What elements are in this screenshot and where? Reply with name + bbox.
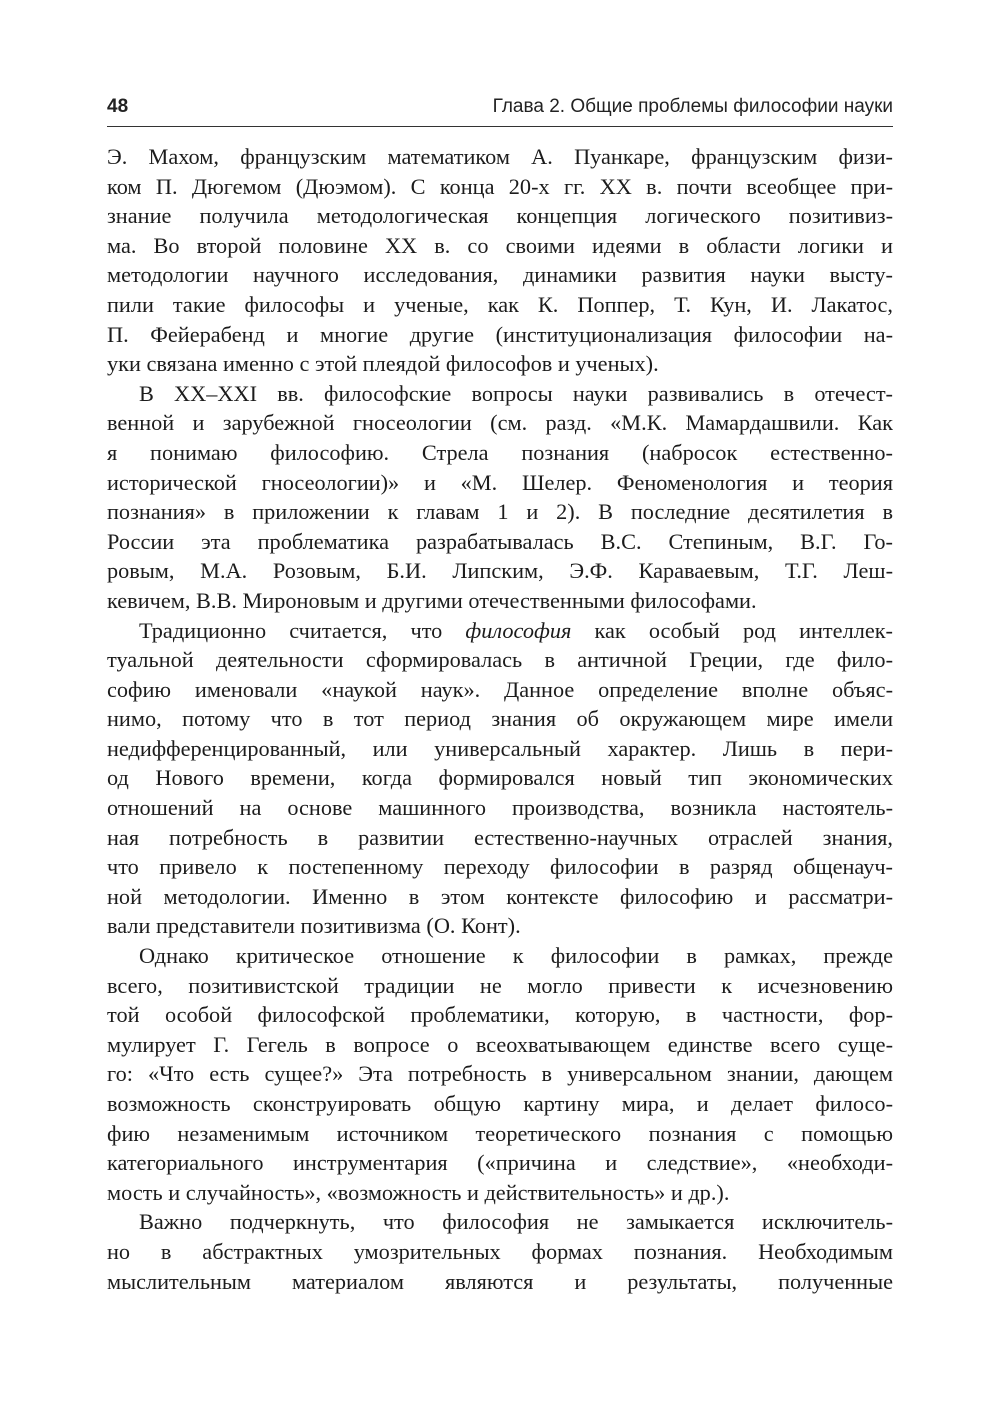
text-line: Однако критическое отношение к философии в рамках, прежде (139, 943, 893, 969)
text-line: Э. Махом, французским математиком А. Пуанкаре, французским физи- (107, 144, 893, 169)
text-fragment: Традиционно считается, что (139, 617, 466, 643)
text-line: но в абстрактных умозрительных формах познания. Необходимым (107, 1238, 893, 1264)
text-line: нимо, потому что в тот период знания об окружающем мире имели (107, 706, 893, 732)
text-line: вали представители позитивизма (О. Конт). (107, 913, 521, 939)
text-line: венной и зарубежной гносеологии (см. разд. «М.К. Мамардашвили. Как (107, 410, 893, 436)
text-line (107, 616, 893, 646)
running-header (107, 92, 893, 127)
text-line: недифференцированный, или универсальный характер. Лишь в пери- (107, 735, 893, 761)
emphasized-term: философия (465, 617, 572, 643)
text-line: мыслительным материалом являются и результаты, полученные (107, 1268, 893, 1294)
text-line: пили такие философы и ученые, как К. Поппер, Т. Кун, И. Лакатос, (107, 291, 893, 317)
text-line: П. Фейерабенд и многие другие (институционализация философии на- (107, 321, 893, 347)
text-line: го: «Что есть сущее?» Эта потребность в универсальном знании, дающем (107, 1061, 893, 1087)
text-line: России эта проблематика разрабатывалась В.С. Степиным, В.Г. Го- (107, 528, 893, 554)
text-line: уки связана именно с этой плеядой философов и ученых). (107, 351, 659, 377)
text-line: я понимаю философию. Стрела познания (набросок естественно- (107, 439, 893, 465)
text-fragment: как особый род интеллек- (571, 617, 893, 643)
text-line: софию именовали «наукой наук». Данное определение вполне объяс- (107, 676, 893, 702)
text-line: мость и случайность», «возможность и действительность» и др.). (107, 1179, 730, 1205)
text-line: ком П. Дюгемом (Дюэмом). С конца 20-х гг. XX в. почти всеобщее при- (107, 173, 893, 199)
paragraph-4 (107, 941, 893, 1207)
text-line: туальной деятельности сформировалась в античной Греции, где фило- (107, 647, 893, 673)
text-line: ма. Во второй половине XX в. со своими идеями в области логики и (107, 232, 893, 258)
text-line: В XX–XXI вв. философские вопросы науки развивались в отечест- (139, 380, 893, 406)
text-line: од Нового времени, когда формировался новый тип экономических (107, 765, 893, 791)
page-number: 48 (107, 96, 129, 117)
text-line: Важно подчеркнуть, что философия не замыкается исключитель- (139, 1209, 893, 1235)
text-line: методологии научного исследования, динамики развития науки высту- (107, 262, 893, 288)
text-line: фию незаменимым источником теоретического познания с помощью (107, 1120, 893, 1146)
paragraph-3 (107, 616, 893, 942)
text-line: кевичем, В.В. Мироновым и другими отечественными философами. (107, 587, 757, 613)
text-line: исторической гносеологии)» и «М. Шелер. Феноменология и теория (107, 469, 893, 495)
text-line: мулирует Г. Гегель в вопросе о всеохватывающем единстве всего суще- (107, 1031, 893, 1057)
body-text (107, 142, 893, 1296)
text-line: знание получила методологическая концепция логического позитивиз- (107, 203, 893, 229)
text-line: той особой философской проблематики, которую, в частности, фор- (107, 1002, 893, 1028)
paragraph-1 (107, 142, 893, 379)
running-title: Глава 2. Общие проблемы философии науки (492, 96, 893, 117)
text-line: ной методологии. Именно в этом контексте философию и рассматри- (107, 883, 893, 909)
text-line: познания» в приложении к главам 1 и 2). В последние десятилетия в (107, 499, 893, 525)
text-line: категориального инструментария («причина и следствие», «необходи- (107, 1150, 893, 1176)
text-line: возможность сконструировать общую картину мира, и делает филосо- (107, 1091, 893, 1116)
text-line: ровым, М.А. Розовым, Б.И. Липским, Э.Ф. Караваевым, Т.Г. Леш- (107, 558, 893, 584)
text-line: отношений на основе машинного производства, возникла настоятель- (107, 795, 893, 821)
paragraph-5 (107, 1207, 893, 1296)
text-line: что привело к постепенному переходу философии в разряд общенауч- (107, 854, 893, 880)
paragraph-2 (107, 379, 893, 616)
text-line: ная потребность в развитии естественно-научных отраслей знания, (107, 824, 893, 850)
text-line: всего, позитивистской традиции не могло привести к исчезновению (107, 972, 893, 998)
